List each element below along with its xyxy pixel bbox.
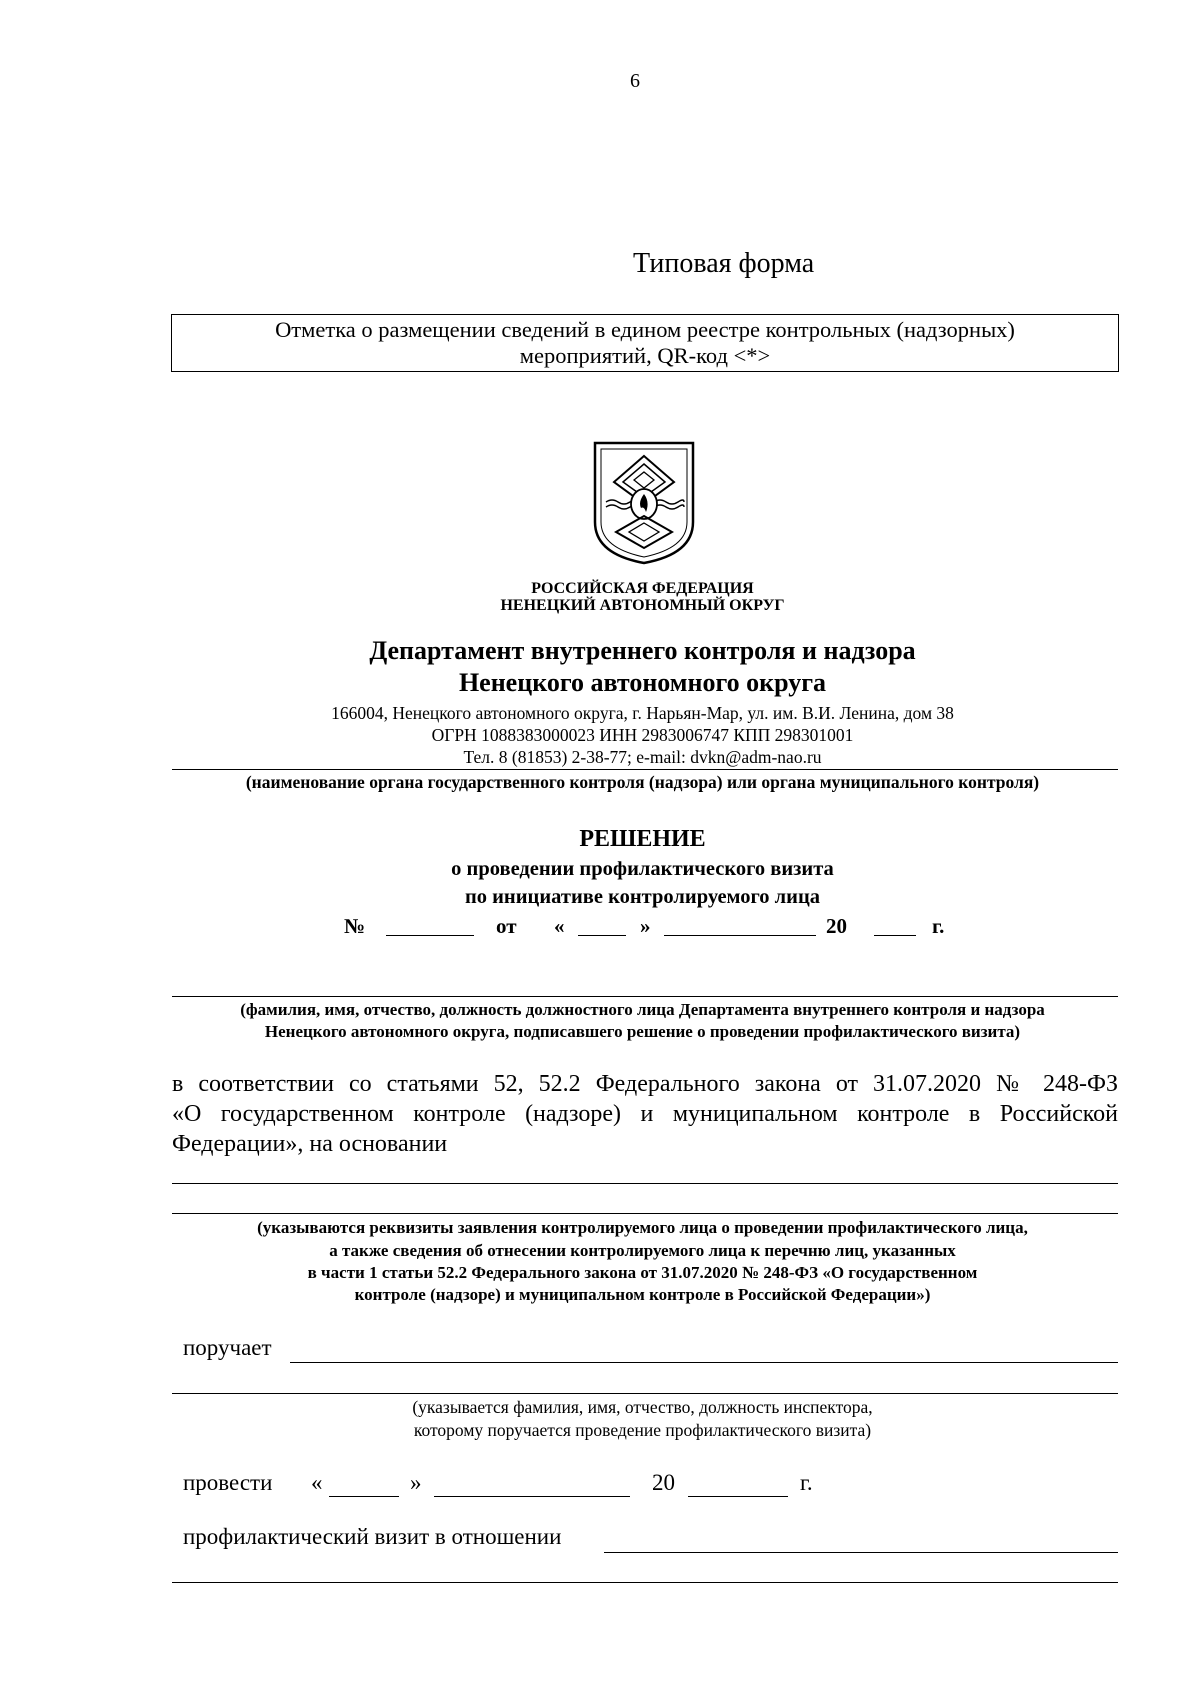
visit-label: профилактический визит в отношении — [183, 1524, 562, 1549]
conduct-quote-close: » — [410, 1470, 422, 1495]
registry-box-line1: Отметка о размещении сведений в едином реестре контрольных (надзорных) — [275, 317, 1015, 342]
basis-caption-line4: контроле (надзоре) и муниципальном контроле в Российской Федерации») — [354, 1285, 931, 1304]
decision-day-field[interactable] — [578, 935, 626, 936]
inspector-field-1[interactable] — [290, 1362, 1118, 1363]
conduct-day-field[interactable] — [329, 1496, 399, 1497]
decision-subtitle-1: о проведении профилактического визита — [451, 858, 834, 880]
visit-target-field-2[interactable] — [172, 1582, 1118, 1583]
inspector-caption-line1: (указывается фамилия, имя, отчество, должность инспектора, — [412, 1397, 873, 1417]
header-divider — [172, 769, 1118, 770]
department-registration: ОГРН 1088383000023 ИНН 2983006747 КПП 298301001 — [431, 725, 854, 745]
visit-target-field-1[interactable] — [604, 1552, 1118, 1553]
date-quote-open: « — [554, 914, 565, 938]
decision-title: РЕШЕНИЕ — [579, 826, 706, 852]
form-type-label: Типовая форма — [633, 248, 815, 279]
inspector-field-2[interactable] — [172, 1393, 1118, 1394]
region-name: НЕНЕЦКИЙ АВТОНОМНЫЙ ОКРУГ — [500, 597, 785, 614]
registry-box — [171, 314, 1119, 372]
registry-box-line2: мероприятий, QR-код <*> — [519, 343, 771, 368]
year-prefix: 20 — [826, 914, 847, 938]
from-label: от — [496, 914, 517, 938]
inspector-caption-line2: которому поручается проведение профилактического визита) — [413, 1420, 872, 1440]
assign-label: поручает — [183, 1335, 272, 1360]
basis-field-2[interactable] — [172, 1213, 1118, 1214]
authority-caption: (наименование органа государственного контроля (надзора) или органа муниципального контроля) — [245, 772, 1040, 792]
year-suffix: г. — [932, 914, 945, 938]
number-sign: № — [344, 914, 366, 938]
date-quote-close: » — [640, 914, 651, 938]
page-number: 6 — [630, 70, 640, 92]
body-line-3: Федерации», на основании — [172, 1131, 448, 1157]
basis-caption-line3: в части 1 статьи 52.2 Федерального закона от 31.07.2020 № 248-ФЗ «О государственном — [307, 1263, 978, 1282]
conduct-year-prefix: 20 — [652, 1470, 675, 1495]
department-contacts: Тел. 8 (81853) 2-38-77; e-mail: dvkn@adm-nao.ru — [463, 747, 822, 767]
conduct-quote-open: « — [311, 1470, 323, 1495]
conduct-month-field[interactable] — [434, 1496, 630, 1497]
decision-subtitle-2: по инициативе контролируемого лица — [464, 886, 821, 908]
decision-number-field[interactable] — [386, 935, 474, 936]
official-name-field[interactable] — [172, 996, 1118, 997]
basis-caption-line1: (указываются реквизиты заявления контролируемого лица о проведении профилактического лица, — [257, 1218, 1028, 1237]
decision-month-field[interactable] — [664, 935, 816, 936]
conduct-year-suffix: г. — [800, 1470, 813, 1495]
department-address: 166004, Ненецкого автономного округа, г. Нарьян-Мар, ул. им. В.И. Ленина, дом 38 — [331, 703, 954, 723]
coat-of-arms-icon — [592, 440, 696, 566]
conduct-label: провести — [183, 1470, 273, 1495]
basis-caption-line2: а также сведения об отнесении контролируемого лица к перечню лиц, указанных — [329, 1241, 956, 1260]
official-caption-line2: Ненецкого автономного округа, подписавшего решение о проведении профилактического визита) — [264, 1022, 1021, 1041]
department-name-line2: Ненецкого автономного округа — [458, 668, 827, 697]
decision-year-field[interactable] — [874, 935, 916, 936]
department-name-line1: Департамент внутреннего контроля и надзора — [369, 636, 916, 665]
official-caption-line1: (фамилия, имя, отчество, должность должностного лица Департамента внутреннего контроля и надзора — [240, 1000, 1045, 1019]
conduct-year-field[interactable] — [688, 1496, 788, 1497]
basis-field-1[interactable] — [172, 1183, 1118, 1184]
country-name: РОССИЙСКАЯ ФЕДЕРАЦИЯ — [531, 580, 754, 597]
body-line-2: «О государственном контроле (надзоре) и муниципальном контроле в Российской — [172, 1101, 1118, 1127]
body-line-1: в соответствии со статьями 52, 52.2 Федерального закона от 31.07.2020 № 248-ФЗ — [172, 1071, 1118, 1097]
